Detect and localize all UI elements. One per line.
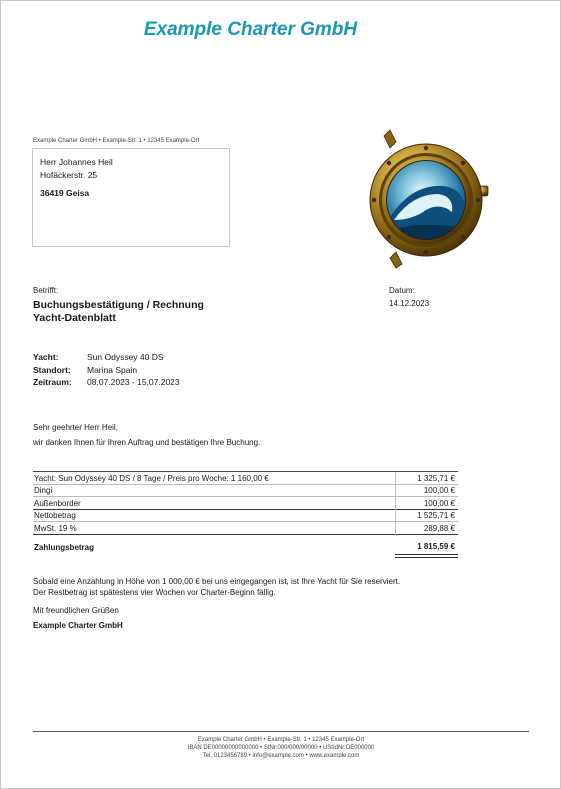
invoice-desc: Yacht: Sun Odyssey 40 DS / 8 Tage / Preis pro Woche: 1 160,00 € — [34, 473, 269, 483]
detail-key: Standort: — [33, 364, 71, 375]
footer-line-bank: IBAN DE00000000000000 • StNr:000/000/00000 • UStIdNr:DE000000 — [187, 745, 375, 751]
recipient-city: 36419 Geisa — [40, 188, 90, 198]
recipient-street: Hofäckerstr. 25 — [40, 170, 98, 180]
invoice-desc: Nettobetrag — [34, 511, 76, 520]
salutation: Sehr geehrter Herr Heil, — [33, 423, 118, 432]
date-value: 14.12.2023 — [389, 299, 430, 308]
signature-company: Example Charter GmbH — [33, 621, 123, 630]
invoice-desc: Außenborder — [34, 498, 81, 508]
total-amount: 1 815,59 € — [417, 541, 455, 551]
invoice-total-row — [33, 540, 458, 555]
detail-key: Yacht: — [33, 352, 59, 362]
subject-line-1: Buchungsbestätigung / Rechnung — [33, 299, 204, 311]
detail-value: Sun Odyssey 40 DS — [87, 352, 164, 362]
invoice-amount: 100,00 € — [423, 498, 455, 508]
column-divider — [395, 472, 396, 485]
recipient-name: Herr Johannes Heil — [40, 157, 113, 167]
total-label: Zahlungsbetrag — [34, 542, 95, 552]
invoice-row — [33, 472, 458, 485]
invoice-table — [33, 471, 458, 555]
footer — [33, 736, 529, 760]
intro-text: wir danken Ihnen für Ihren Auftrag und bestätigen Ihre Buchung. — [33, 438, 261, 447]
porthole-wave-logo — [366, 128, 492, 270]
detail-key: Zeitraum: — [33, 377, 72, 387]
invoice-amount: 1 325,71 € — [417, 473, 455, 483]
invoice-amount: 1 525,71 € — [417, 511, 455, 520]
date-label: Datum: — [389, 286, 415, 295]
detail-value: Marina Spain — [87, 364, 138, 375]
company-title: Example Charter GmbH — [143, 19, 358, 40]
column-divider — [395, 497, 396, 510]
footer-rule — [33, 731, 529, 732]
payment-notice-line-1: Sobald eine Anzahlung in Höhe von 1 000,00 € bei uns eingegangen ist, ist Ihre Yacht für Sie reserviert. — [33, 577, 401, 586]
column-divider — [395, 510, 396, 523]
subject-label: Betrifft: — [33, 286, 59, 295]
sender-return-line: Example Charter GmbH • Example-Str. 1 • 12345 Example-Ort — [33, 138, 200, 144]
total-double-underline — [395, 554, 458, 558]
invoice-row — [33, 522, 458, 535]
invoice-desc: Dingi — [34, 486, 53, 495]
payment-notice-line-2: Der Restbetrag ist spätestens vier Wochen vor Charter-Beginn fällig. — [33, 588, 276, 597]
column-divider — [395, 485, 396, 498]
recipient-address-box — [32, 148, 230, 247]
invoice-desc: MwSt. 19 % — [34, 523, 77, 533]
closing-phrase: Mit freundlichen Grüßen — [33, 606, 119, 615]
footer-line-address: Example Charter GmbH • Example-Str. 1 • 12345 Example-Ort — [197, 737, 365, 743]
invoice-amount: 100,00 € — [423, 486, 455, 495]
column-divider — [395, 522, 396, 535]
invoice-row — [33, 485, 458, 498]
invoice-row — [33, 497, 458, 510]
invoice-row — [33, 510, 458, 523]
detail-value: 08.07.2023 - 15.07.2023 — [87, 377, 180, 387]
subject-line-2: Yacht-Datenblatt — [33, 312, 116, 324]
footer-line-contact: Tel. 0123456789 • info@example.com • www.example.com — [202, 753, 360, 759]
invoice-amount: 289,88 € — [423, 523, 455, 533]
